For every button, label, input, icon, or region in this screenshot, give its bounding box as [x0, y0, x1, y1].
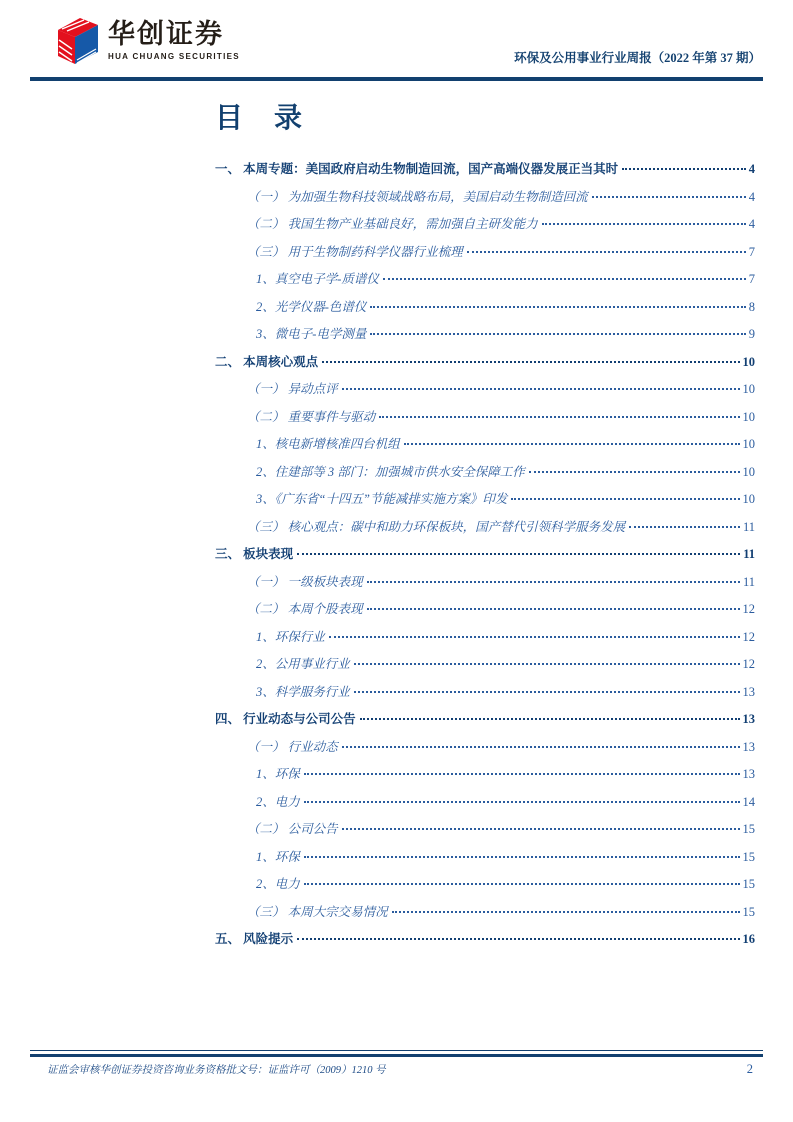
- toc-entry-label: （一） 异动点评: [247, 382, 338, 396]
- toc-leader-dots: [542, 223, 746, 225]
- toc-entry[interactable]: [215, 816, 755, 844]
- toc-entry[interactable]: [215, 266, 755, 294]
- toc-entry[interactable]: [215, 349, 755, 377]
- toc-leader-dots: [379, 416, 739, 418]
- toc-leader-dots: [329, 636, 740, 638]
- toc-leader-dots: [297, 938, 739, 940]
- toc-entry-page: 10: [742, 464, 755, 479]
- toc-entry-page: 4: [748, 189, 755, 204]
- toc-entry-page: 13: [742, 712, 755, 726]
- toc-entry-label: 1、环保行业: [256, 629, 325, 644]
- toc-entry-page: 11: [743, 547, 755, 561]
- toc-entry[interactable]: [215, 871, 755, 899]
- toc-leader-dots: [622, 168, 746, 170]
- toc-entry-page: 8: [748, 299, 755, 314]
- toc-entry[interactable]: [215, 679, 755, 707]
- toc-entry[interactable]: [215, 844, 755, 872]
- toc-leader-dots: [342, 828, 740, 830]
- toc-leader-dots: [383, 278, 746, 280]
- toc-leader-dots: [342, 388, 740, 390]
- toc-entry[interactable]: [215, 569, 755, 597]
- toc-leader-dots: [304, 773, 740, 775]
- toc-leader-dots: [360, 718, 740, 720]
- toc-entry-label: 1、环保: [256, 849, 300, 864]
- toc-entry-label: （二） 本周个股表现: [247, 602, 363, 616]
- toc-entry[interactable]: [215, 624, 755, 652]
- toc-leader-dots: [297, 553, 740, 555]
- toc-entry-page: 12: [742, 657, 755, 671]
- toc-entry-page: 16: [742, 932, 755, 946]
- toc-entry[interactable]: [215, 376, 755, 404]
- page-footer: [47, 1062, 753, 1077]
- toc-entry[interactable]: [215, 156, 755, 184]
- toc-entry[interactable]: [215, 486, 755, 514]
- toc-leader-dots: [529, 471, 740, 473]
- toc-leader-dots: [370, 333, 745, 335]
- toc-entry-page: 10: [742, 437, 755, 451]
- toc-entry-label: 3、科学服务行业: [256, 684, 350, 699]
- toc-entry[interactable]: [215, 294, 755, 322]
- toc-entry-page: 10: [742, 382, 755, 396]
- toc-entry-label: 2、公用事业行业: [256, 657, 350, 671]
- toc-entry-label: （二） 公司公告: [247, 822, 338, 836]
- toc-entry-label: 一、 本周专题：美国政府启动生物制造回流，国产高端仪器发展正当其时: [215, 162, 619, 176]
- toc-leader-dots: [354, 663, 740, 665]
- toc-title: 目 录: [215, 103, 315, 134]
- toc-leader-dots: [629, 526, 740, 528]
- toc-entry-page: 4: [748, 217, 755, 231]
- toc-entry[interactable]: [215, 789, 755, 817]
- toc-entry[interactable]: [215, 321, 755, 349]
- toc-list: [215, 156, 755, 954]
- toc-entry-page: 11: [742, 519, 755, 534]
- toc-entry-label: （一） 行业动态: [247, 739, 338, 754]
- toc-entry-page: 11: [742, 574, 755, 589]
- logo-company-name-en: HUA CHUANG SECURITIES: [108, 51, 240, 61]
- toc-entry-page: 13: [742, 684, 755, 699]
- toc-entry[interactable]: [215, 459, 755, 487]
- toc-leader-dots: [322, 361, 739, 363]
- toc-entry-label: （一） 一级板块表现: [247, 574, 363, 589]
- footer-divider-thin: [30, 1050, 763, 1051]
- toc-entry-page: 12: [742, 602, 755, 616]
- toc-entry-label: 3、微电子-电学测量: [256, 327, 367, 341]
- toc-entry[interactable]: [215, 239, 755, 267]
- toc-entry-label: （三） 核心观点：碳中和助力环保板块，国产替代引领科学服务发展: [247, 519, 626, 534]
- toc-entry-label: 1、核电新增核准四台机组: [256, 437, 400, 451]
- toc-entry-page: 4: [748, 162, 755, 176]
- toc-leader-dots: [404, 443, 740, 445]
- toc-leader-dots: [467, 251, 746, 253]
- toc-entry-label: 二、 本周核心观点: [215, 354, 319, 369]
- toc-entry-label: （三） 用于生物制药科学仪器行业梳理: [247, 244, 463, 259]
- toc-entry-page: 10: [742, 492, 755, 506]
- toc-entry[interactable]: [215, 734, 755, 762]
- toc-leader-dots: [392, 911, 740, 913]
- toc-entry-label: 三、 板块表现: [215, 547, 294, 561]
- toc-entry-label: （二） 我国生物产业基础良好，需加强自主研发能力: [247, 217, 538, 231]
- toc-entry-page: 15: [742, 822, 755, 836]
- logo-company-name: 华创证券: [108, 19, 224, 49]
- toc-entry-page: 15: [742, 904, 755, 919]
- toc-entry-label: 3、《广东省“十四五”节能减排实施方案》印发: [256, 492, 508, 506]
- toc-leader-dots: [342, 746, 740, 748]
- toc-entry-page: 13: [742, 739, 755, 754]
- toc-entry-label: 2、住建部等 3 部门：加强城市供水安全保障工作: [256, 464, 525, 479]
- toc-entry-label: 1、真空电子学-质谱仪: [256, 272, 379, 286]
- report-title: 环保及公用事业行业周报（2022 年第 37 期）: [514, 51, 761, 65]
- logo-text: [108, 20, 240, 61]
- logo-cube-icon: [48, 16, 100, 66]
- toc-entry[interactable]: [215, 541, 755, 569]
- toc-entry[interactable]: [215, 596, 755, 624]
- page-header: [48, 16, 763, 74]
- toc-entry-label: 1、环保: [256, 767, 300, 781]
- toc-leader-dots: [511, 498, 739, 500]
- toc-section: [215, 96, 755, 954]
- page-number: 2: [746, 1062, 753, 1076]
- toc-entry-label: （三） 本周大宗交易情况: [247, 904, 388, 919]
- toc-entry[interactable]: [215, 514, 755, 542]
- toc-entry-page: 13: [742, 767, 755, 781]
- toc-leader-dots: [354, 691, 740, 693]
- toc-entry-page: 15: [742, 849, 755, 864]
- toc-entry-label: 四、 行业动态与公司公告: [215, 712, 356, 726]
- toc-entry-page: 15: [742, 877, 755, 891]
- toc-leader-dots: [367, 581, 740, 583]
- toc-entry-page: 7: [748, 244, 755, 259]
- toc-entry-label: （二） 重要事件与驱动: [247, 409, 376, 424]
- toc-leader-dots: [592, 196, 746, 198]
- toc-entry-page: 14: [742, 794, 755, 809]
- toc-leader-dots: [370, 306, 745, 308]
- toc-entry[interactable]: [215, 706, 755, 734]
- toc-entry[interactable]: [215, 211, 755, 239]
- toc-entry-label: （一） 为加强生物科技领域战略布局，美国启动生物制造回流: [247, 189, 588, 204]
- toc-entry[interactable]: [215, 404, 755, 432]
- toc-entry[interactable]: [215, 899, 755, 927]
- toc-entry[interactable]: [215, 761, 755, 789]
- toc-entry[interactable]: [215, 651, 755, 679]
- toc-entry-label: 五、 风险提示: [215, 932, 294, 946]
- toc-entry-label: 2、电力: [256, 794, 300, 809]
- toc-entry-label: 2、光学仪器-色谱仪: [256, 299, 367, 314]
- toc-leader-dots: [304, 883, 740, 885]
- toc-leader-dots: [304, 856, 740, 858]
- toc-entry-page: 7: [748, 272, 755, 286]
- footer-license-text: 证监会审核华创证券投资咨询业务资格批文号：证监许可（2009）1210 号: [47, 1065, 386, 1076]
- toc-entry-page: 9: [748, 327, 755, 341]
- toc-leader-dots: [304, 801, 740, 803]
- toc-entry[interactable]: [215, 431, 755, 459]
- toc-entry-label: 2、电力: [256, 877, 300, 891]
- footer-divider-thick: [30, 1054, 763, 1057]
- toc-entry-page: 12: [742, 629, 755, 644]
- header-divider: [30, 77, 763, 81]
- toc-leader-dots: [367, 608, 740, 610]
- toc-entry-page: 10: [742, 354, 755, 369]
- toc-entry[interactable]: [215, 926, 755, 954]
- toc-entry[interactable]: [215, 184, 755, 212]
- toc-entry-page: 10: [742, 409, 755, 424]
